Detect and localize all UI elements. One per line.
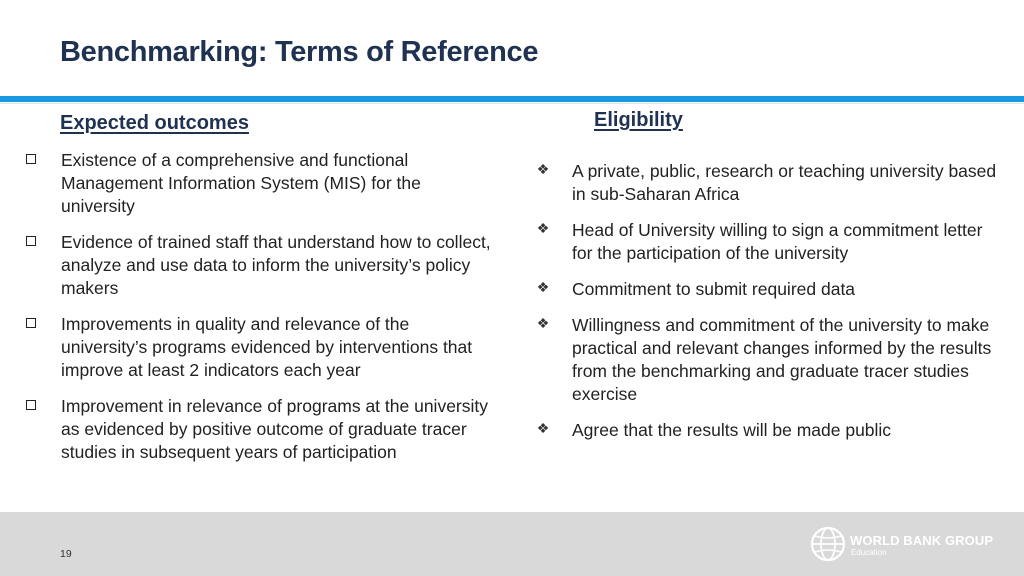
diamond-bullet-icon: ❖ <box>536 220 550 236</box>
eligibility-list <box>535 160 1005 455</box>
list-item <box>535 278 1005 301</box>
list-item <box>535 314 1005 406</box>
diamond-bullet-icon: ❖ <box>536 315 550 331</box>
square-bullet-icon <box>26 236 36 246</box>
list-item-text: Evidence of trained staff that understand how to collect, analyze and use data to inform the university’s policy makers <box>61 232 491 298</box>
list-item-text: Head of University willing to sign a commitment letter for the participation of the university <box>572 220 983 263</box>
globe-icon <box>810 526 846 562</box>
list-item-text: Existence of a comprehensive and functional Management Information System (MIS) for the university <box>61 150 421 216</box>
list-item-text: Agree that the results will be made public <box>572 420 892 440</box>
accent-line <box>0 103 1024 104</box>
logo-subtitle: Education <box>851 548 887 557</box>
list-item <box>535 160 1005 206</box>
list-item-text: Improvement in relevance of programs at the university as evidenced by positive outcome of graduate tracer studies in subsequent years of participation <box>61 396 488 462</box>
list-item <box>24 395 494 464</box>
list-item-text: Commitment to submit required data <box>572 279 856 299</box>
list-item-text: A private, public, research or teaching university based in sub-Saharan Africa <box>572 161 997 204</box>
page-number: 19 <box>60 548 72 560</box>
square-bullet-icon <box>26 154 36 164</box>
square-bullet-icon <box>26 318 36 328</box>
diamond-bullet-icon: ❖ <box>536 161 550 177</box>
world-bank-logo <box>810 526 1000 566</box>
slide-title: Benchmarking: Terms of Reference <box>60 36 539 68</box>
diamond-bullet-icon: ❖ <box>536 420 550 436</box>
eligibility-heading: Eligibility <box>594 109 683 131</box>
expected-outcomes-heading: Expected outcomes <box>60 112 249 134</box>
list-item <box>535 219 1005 265</box>
expected-outcomes-list <box>24 149 494 477</box>
square-bullet-icon <box>26 400 36 410</box>
list-item <box>24 149 494 218</box>
list-item-text: Willingness and commitment of the university to make practical and relevant changes informed by the results from the benchmarking and graduate tracer studies exercise <box>572 315 992 404</box>
accent-bar <box>0 96 1024 102</box>
list-item-text: Improvements in quality and relevance of the university’s programs evidenced by interventions that improve at least 2 indicators each year <box>61 314 473 380</box>
list-item <box>24 231 494 300</box>
logo-name: WORLD BANK GROUP <box>850 533 994 548</box>
list-item <box>24 313 494 382</box>
diamond-bullet-icon: ❖ <box>536 279 550 295</box>
list-item <box>535 419 1005 442</box>
